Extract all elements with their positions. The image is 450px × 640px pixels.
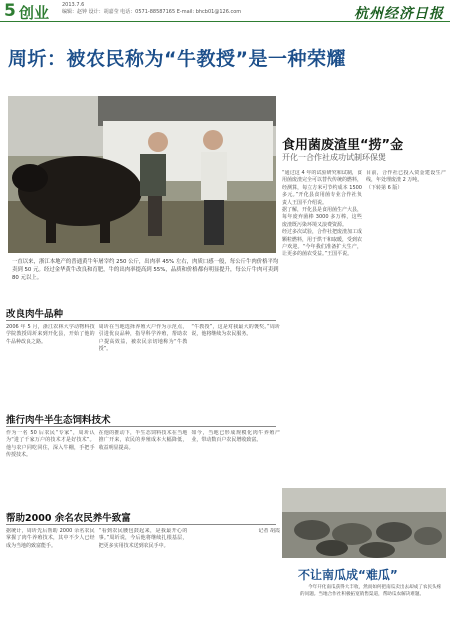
section-divider [6, 524, 276, 525]
right-feature-headline: 食用菌废渣里“捞”金 [282, 138, 404, 153]
section-paragraph: 作为一名 50 后农民“专家”，周圻认为“进了千家万户的技术才是好技术”。他与农户同吃同住，深入牛棚，手把手传授技术。 [6, 430, 95, 459]
lead-paragraph: 一直以来，浙江本地产的普通黄牛年屠宰约 250 公斤，出肉率 45% 左右，肉质口感一般，每公斤牛肉价格平均卖到 50 元。经过金华黄牛改良和育肥，牛的出肉率提高到 55%，品质和价格都有明显提升，每公斤牛肉可卖到 80 元以上。 [12, 259, 279, 281]
section-paragraph: 在他的推动下，半生态饲料技术在当地推广开来，农民的养殖成本大幅降低，收益明显提高。 [98, 430, 188, 451]
right-feature-paragraph: 经过多次试验，合作社把废渣加工成颗粒燃料，用于烘干和取暖，受到农户欢迎。“今年我们准备扩大生产，让更多的菌农受益。”王国平说。 [282, 229, 362, 258]
page-number: 5 [4, 1, 16, 21]
masthead: 杭州经济日报 [354, 6, 444, 22]
right-feature-subhead: 开化一合作社成功试制环保煲 [282, 153, 386, 162]
section-paragraph: “牛教授”，这是对我最大的褒奖。”周圻说，他将继续为农民服务。 [191, 324, 281, 338]
pumpkin-photo [282, 488, 446, 558]
right-feature-paragraph: 目前，合作社已投入资金建设生产线，年处理废渣 2 万吨。 [366, 170, 446, 184]
bottom-feature-text: 今年开化南瓜获得大丰收，然而如何把南瓜卖出去却成了农民头疼的问题。当地合作社积极拓宽销售渠道，帮助瓜农解决难题。 [300, 585, 442, 597]
section-paragraph: 2006 年 5 月，浙江农林大学动物科技学院教授周圻来到开化县，开始了他的牛品种改良之路。 [6, 324, 95, 345]
byline: 记者 胡霞 [258, 528, 281, 534]
issue-date: 2013.7.6 [62, 2, 85, 8]
right-feature-paragraph: “通过这 4 年的试验研究和试制，食用菌废渣完全可以替代传统的燃料，经测算，每立方米可节约成本 1500 多元。”开化县食用菌专业合作社负责人王国平介绍说。 [282, 170, 362, 206]
section1-body [6, 324, 280, 412]
section-paragraph: 如今，当地已形成规模化肉牛养殖产业，带动数百户农民增收致富。 [191, 430, 281, 444]
section-paragraph: 周圻在当地选择养殖大户作为示范点，引进优良品种，指导科学养殖，帮助农户提高效益，被农民亲切地称为“牛教授”。 [98, 324, 188, 353]
main-headline: 周圻：被农民称为“牛教授”是一种荣耀 [8, 48, 346, 70]
section-paragraph: 据统计，周圻先后帮助 2000 余名农民掌握了肉牛养殖技术，其中不少人已经成为当地的致富能手。 [6, 528, 95, 549]
right-feature-column [366, 170, 446, 475]
right-feature-body [282, 170, 446, 475]
section-name: 创业 [19, 4, 50, 22]
section-divider [6, 426, 276, 427]
main-photo [8, 96, 276, 253]
section2-body [6, 430, 280, 506]
right-feature-paragraph: （下转第 6 版） [366, 184, 403, 191]
bottom-feature-headline: 不让南瓜成“难瓜” [298, 568, 398, 582]
section-heading: 帮助2000 余名农民养牛致富 [6, 513, 131, 524]
header-meta [62, 2, 241, 16]
section-paragraph: “看到农民腰包鼓起来，是我最开心的事。”周圻说，今后他将继续扎根基层，把更多实用技术送到农民手中。 [98, 528, 188, 549]
editor-line: 编辑：赵钟 设计：胡嘉莹 电话：0571-88587165 E-mail: bhcb01@126.com [62, 9, 242, 15]
section-heading: 改良肉牛品种 [6, 309, 64, 320]
right-feature-paragraph: 据了解，开化县是食用菌生产大县，每年废弃菌棒 3000 多万棒，这些废渣既污染环境又浪费资源。 [282, 207, 362, 228]
section-heading: 推行肉牛半生态饲料技术 [6, 415, 111, 426]
right-feature-column [282, 170, 362, 475]
page-header [0, 0, 450, 22]
section3-body [6, 528, 280, 636]
section-divider [6, 320, 276, 321]
